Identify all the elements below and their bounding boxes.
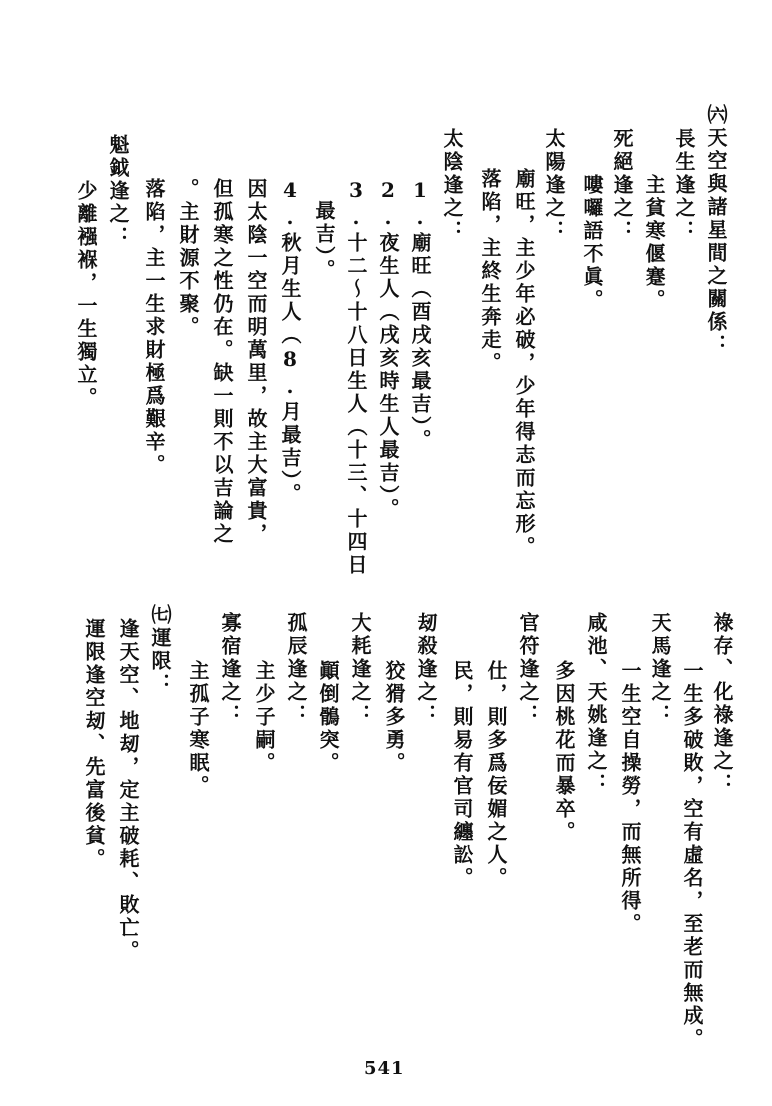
entry-text: 少離襁褓，一生獨立。 [74, 180, 98, 410]
entry-text: 落陷，主終生奔走。 [478, 168, 502, 375]
entry-heading: 魁鉞逢之： [106, 134, 130, 249]
entry-text: 。主財源不聚。 [176, 178, 200, 339]
entry-heading: 太陰逢之： [440, 128, 464, 243]
entry-heading: 太陽逢之： [542, 128, 566, 243]
entry-heading: 長生逢之： [672, 128, 696, 243]
entry-text: 嘍囉語不眞。 [580, 174, 604, 312]
entry-text: 廟旺，主少年必破，少年得志而忘形。 [512, 168, 536, 559]
entry-text: 主孤子寒眠。 [186, 660, 210, 798]
entry-text: 一生空自操勞，而無所得。 [618, 660, 642, 936]
entry-text: 民，則易有官司纏訟。 [450, 660, 474, 890]
entry-text: 1.廟旺（酉戌亥最吉）。 [408, 178, 432, 452]
entry-text: 一生多破敗，空有虛名，至老而無成。 [680, 660, 704, 1051]
entry-text: 3.十二～十八日生人（十三、十四日 [344, 178, 368, 577]
entry-heading: 寡宿逢之： [218, 612, 242, 727]
page-number: 541 [364, 1058, 405, 1079]
entry-text: 最吉）。 [312, 200, 336, 282]
entry-heading: 大耗逢之： [348, 612, 372, 727]
entry-heading: 孤辰逢之： [284, 612, 308, 727]
entry-text: 因太陰一空而明萬里，故主大富貴， [244, 178, 268, 546]
entry-heading: 死絕逢之： [610, 128, 634, 243]
entry-heading: 天馬逢之： [648, 612, 672, 727]
entry-heading: 刼殺逢之： [414, 612, 438, 727]
entry-heading: 祿存、化祿逢之： [710, 612, 734, 796]
heading-section-7: ㈦運限： [148, 604, 172, 696]
entry-text: 多因桃花而暴卒。 [552, 660, 576, 844]
entry-text: 仕，則多爲佞媚之人。 [484, 660, 508, 890]
entry-heading: 官符逢之： [516, 612, 540, 727]
entry-text: 主少子嗣。 [252, 660, 276, 775]
heading-section-6: ㈥天空與諸星間之關係： [704, 104, 728, 357]
entry-text: 落陷，主一生求財極爲艱辛。 [142, 178, 166, 477]
entry-text: 2.夜生人（戌亥時生人最吉）。 [376, 178, 400, 521]
entry-heading: 咸池、天姚逢之： [584, 612, 608, 796]
entry-text: 但孤寒之性仍在。缺一則不以吉論之 [210, 178, 234, 546]
entry-text: 顚倒鶻突。 [316, 660, 340, 775]
entry-text: 主貧寒偃蹇。 [642, 174, 666, 312]
entry-text: 4.秋月生人（8.月最吉）。 [278, 178, 302, 506]
entry-text: 狡猾多勇。 [382, 660, 406, 775]
entry-text: 逢天空、地刼，定主破耗、敗亡。 [116, 618, 140, 963]
entry-text: 運限逢空刼、先富後貧。 [82, 618, 106, 871]
